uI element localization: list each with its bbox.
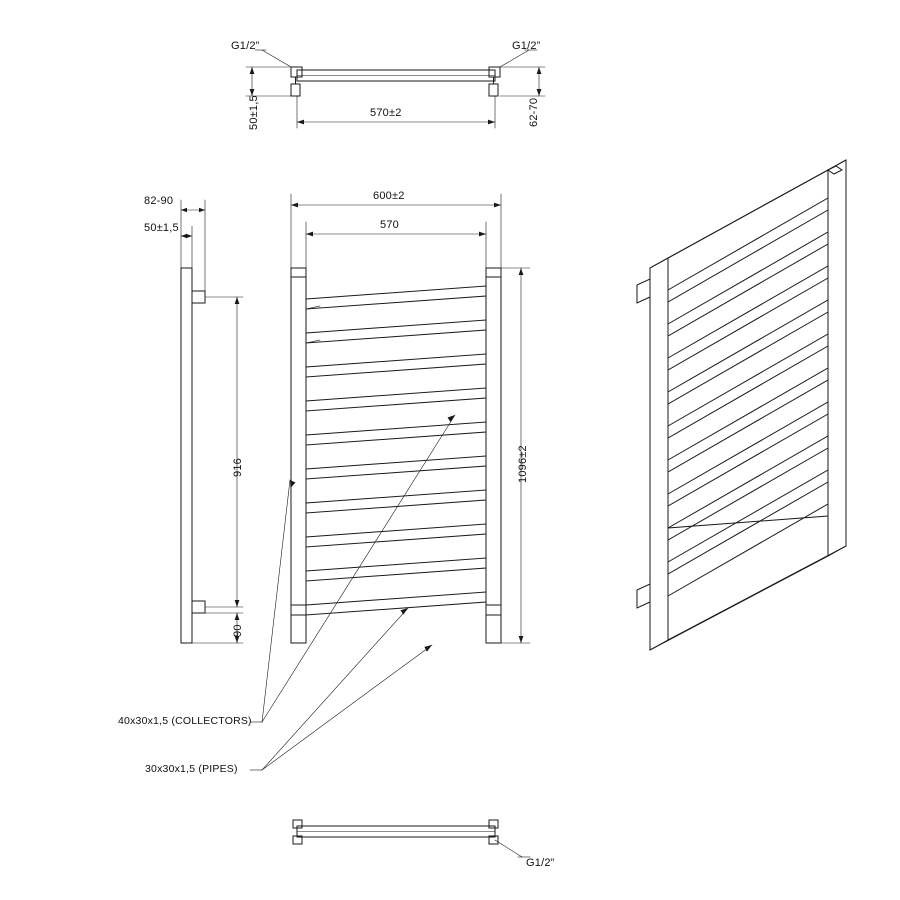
bottom-view-geometry bbox=[293, 820, 530, 857]
side-view-dim-82-90 bbox=[181, 200, 205, 291]
front-view-width-overall-label: 600±2 bbox=[373, 190, 405, 202]
callout-pipes-label: 30x30x1,5 (PIPES) bbox=[145, 763, 238, 775]
front-view-height-label: 1096±2 bbox=[517, 445, 529, 483]
front-view-geometry bbox=[291, 268, 501, 643]
side-view-dim-916 bbox=[205, 297, 243, 607]
top-view-width-label: 570±2 bbox=[370, 107, 402, 119]
bottom-view-thread-label: G1/2” bbox=[526, 857, 555, 869]
top-view-geometry bbox=[255, 50, 537, 96]
front-view-width-inner-label: 570 bbox=[380, 219, 399, 231]
callout-leaders bbox=[250, 415, 455, 770]
top-view-thread-right-label: G1/2” bbox=[512, 40, 541, 52]
top-view-dim-50 bbox=[246, 67, 291, 96]
top-view-dim-62-70 bbox=[500, 67, 545, 96]
front-view-dim-600 bbox=[291, 194, 501, 268]
side-view-height-label: 916 bbox=[232, 458, 244, 477]
side-view-depth-total-label: 82-90 bbox=[144, 195, 174, 207]
callout-collectors-label: 40x30x1,5 (COLLECTORS) bbox=[118, 715, 252, 727]
side-view-bracket-offset-label: 90 bbox=[232, 624, 244, 637]
top-view-thread-left-label: G1/2” bbox=[231, 40, 260, 52]
side-view-depth-body-label: 50±1,5 bbox=[144, 222, 179, 234]
side-view-geometry bbox=[181, 268, 205, 643]
top-view-depth-right-label: 62-70 bbox=[528, 97, 540, 127]
iso-view-geometry bbox=[637, 160, 846, 650]
top-view-depth-left-label: 50±1,5 bbox=[248, 95, 260, 130]
side-view-dim-50 bbox=[181, 226, 192, 268]
